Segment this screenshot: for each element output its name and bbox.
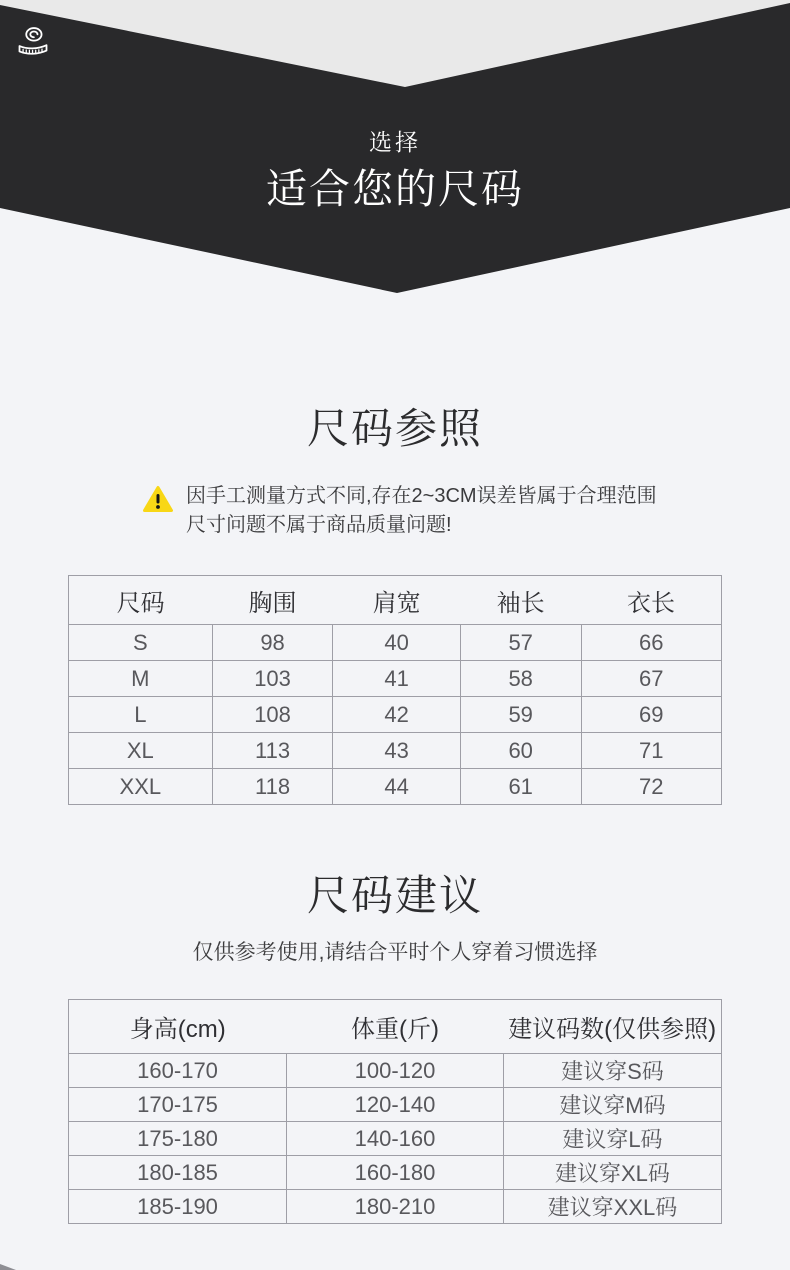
column-header: 衣长 <box>581 576 721 625</box>
warning-note <box>186 482 657 540</box>
column-header: 建议码数(仅供参照) <box>503 1000 721 1054</box>
table-cell: 44 <box>333 769 460 805</box>
table-row <box>69 1054 722 1088</box>
column-header: 袖长 <box>460 576 581 625</box>
table-cell: 180-210 <box>287 1190 504 1224</box>
table-cell: 103 <box>212 661 333 697</box>
table-cell: 66 <box>581 625 721 661</box>
table-cell: 108 <box>212 697 333 733</box>
table-row <box>69 769 722 805</box>
table-cell: 41 <box>333 661 460 697</box>
table-cell: 175-180 <box>69 1122 287 1156</box>
table-cell: 120-140 <box>287 1088 504 1122</box>
table-cell: 42 <box>333 697 460 733</box>
table-row <box>69 1088 722 1122</box>
table-cell: 170-175 <box>69 1088 287 1122</box>
column-header: 胸围 <box>212 576 333 625</box>
table-cell: 43 <box>333 733 460 769</box>
table-cell: 69 <box>581 697 721 733</box>
column-header: 体重(斤) <box>287 1000 504 1054</box>
table-cell: 72 <box>581 769 721 805</box>
table-cell: 160-170 <box>69 1054 287 1088</box>
column-header: 身高(cm) <box>69 1000 287 1054</box>
table-cell: 67 <box>581 661 721 697</box>
size-suggestion-subtitle: 仅供参考使用,请结合平时个人穿着习惯选择 <box>192 941 598 964</box>
table-row <box>69 625 722 661</box>
size-banner <box>0 0 790 293</box>
table-row <box>69 697 722 733</box>
banner-kicker: 选择 <box>369 129 421 155</box>
table-cell: 185-190 <box>69 1190 287 1224</box>
table-cell: 100-120 <box>287 1054 504 1088</box>
size-reference-table <box>68 575 722 805</box>
banner-title: 适合您的尺码 <box>266 166 524 212</box>
table-cell: 58 <box>460 661 581 697</box>
table-row <box>69 1190 722 1224</box>
size-suggestion-table <box>68 999 722 1224</box>
table-cell: 160-180 <box>287 1156 504 1190</box>
table-cell: XL <box>69 733 213 769</box>
banner-text <box>0 126 790 213</box>
table-cell: 40 <box>333 625 460 661</box>
table-row <box>69 661 722 697</box>
table-cell: 建议穿M码 <box>503 1088 721 1122</box>
table-cell: 59 <box>460 697 581 733</box>
table-cell: M <box>69 661 213 697</box>
table-cell: 建议穿XXL码 <box>503 1190 721 1224</box>
table-cell: 180-185 <box>69 1156 287 1190</box>
table-cell: 57 <box>460 625 581 661</box>
table-cell: 61 <box>460 769 581 805</box>
table-cell: XXL <box>69 769 213 805</box>
table-cell: 建议穿S码 <box>503 1054 721 1088</box>
table-cell: 71 <box>581 733 721 769</box>
table-row <box>69 1122 722 1156</box>
table-cell: S <box>69 625 213 661</box>
warning-triangle-icon <box>143 484 173 514</box>
size-reference-section <box>0 406 790 805</box>
warning-note-line2: 尺寸问题不属于商品质量问题! <box>186 514 452 536</box>
table-cell: 建议穿L码 <box>503 1122 721 1156</box>
table-cell: 98 <box>212 625 333 661</box>
column-header: 肩宽 <box>333 576 460 625</box>
warning-note-line1: 因手工测量方式不同,存在2~3CM误差皆属于合理范围 <box>186 485 657 507</box>
size-suggestion-section <box>0 873 790 1224</box>
table-row <box>69 1156 722 1190</box>
table-cell: 113 <box>212 733 333 769</box>
table-row <box>69 733 722 769</box>
table-header-row <box>69 1000 722 1054</box>
size-suggestion-title: 尺码建议 <box>306 872 483 919</box>
column-header: 尺码 <box>69 576 213 625</box>
measuring-tape-icon <box>15 24 51 60</box>
table-cell: 140-160 <box>287 1122 504 1156</box>
table-cell: L <box>69 697 213 733</box>
table-cell: 60 <box>460 733 581 769</box>
table-cell: 建议穿XL码 <box>503 1156 721 1190</box>
next-section-corner <box>0 1264 16 1270</box>
measurement-warning <box>68 482 722 540</box>
size-reference-title: 尺码参照 <box>306 405 483 452</box>
table-header-row <box>69 576 722 625</box>
table-cell: 118 <box>212 769 333 805</box>
